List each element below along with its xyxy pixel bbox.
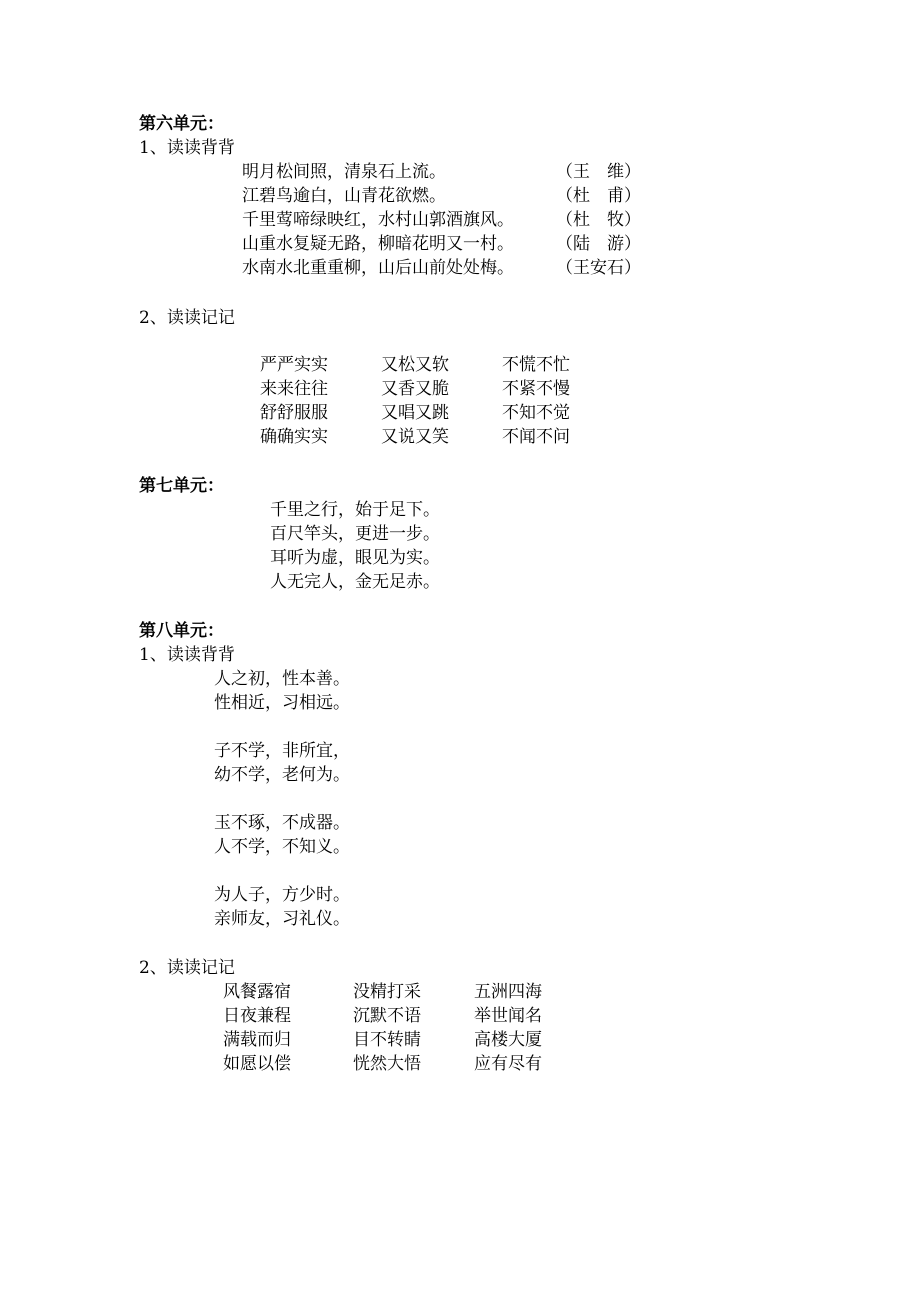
- word-item: 舒舒服服: [260, 403, 328, 423]
- unit7-heading: 第七单元：: [139, 476, 224, 496]
- unit6-section1-title: 1、读读背背: [139, 138, 235, 158]
- poem-line: 山重水复疑无路，柳暗花明又一村。: [242, 234, 514, 254]
- word-item: 五洲四海: [474, 982, 542, 1002]
- word-item: 又唱又跳: [381, 403, 449, 423]
- word-item: 又说又笑: [381, 427, 449, 447]
- poem-author: （王 维）: [556, 162, 641, 182]
- poem-line: 江碧鸟逾白，山青花欲燃。: [242, 186, 446, 206]
- word-item: 日夜兼程: [223, 1006, 291, 1026]
- word-item: 不紧不慢: [502, 379, 570, 399]
- unit8-section2-title: 2、读读记记: [139, 958, 235, 978]
- poem-line: 明月松间照，清泉石上流。: [242, 162, 446, 182]
- verse-line: 玉不琢，不成器。: [214, 813, 350, 833]
- word-item: 目不转睛: [353, 1030, 421, 1050]
- saying-line: 人无完人，金无足赤。: [270, 572, 440, 592]
- word-item: 满载而归: [223, 1030, 291, 1050]
- word-item: 沉默不语: [353, 1006, 421, 1026]
- word-item: 如愿以偿: [223, 1054, 291, 1074]
- verse-line: 性相近，习相远。: [214, 693, 350, 713]
- saying-line: 千里之行，始于足下。: [270, 500, 440, 520]
- poem-author: （陆 游）: [556, 234, 641, 254]
- word-item: 不知不觉: [502, 403, 570, 423]
- verse-line: 人之初，性本善。: [214, 669, 350, 689]
- poem-author: （杜 甫）: [556, 186, 641, 206]
- unit6-section2-title: 2、读读记记: [139, 308, 235, 328]
- word-item: 确确实实: [260, 427, 328, 447]
- verse-line: 亲师友，习礼仪。: [214, 909, 350, 929]
- word-item: 应有尽有: [474, 1054, 542, 1074]
- verse-line: 人不学，不知义。: [214, 837, 350, 857]
- word-item: 风餐露宿: [223, 982, 291, 1002]
- saying-line: 耳听为虚，眼见为实。: [270, 548, 440, 568]
- poem-line: 水南水北重重柳，山后山前处处梅。: [242, 258, 514, 278]
- word-item: 严严实实: [260, 355, 328, 375]
- unit6-heading: 第六单元：: [139, 114, 224, 134]
- word-item: 又香又脆: [381, 379, 449, 399]
- poem-line: 千里莺啼绿映红，水村山郭酒旗风。: [242, 210, 514, 230]
- word-item: 高楼大厦: [474, 1030, 542, 1050]
- verse-line: 幼不学，老何为。: [214, 765, 350, 785]
- word-item: 又松又软: [381, 355, 449, 375]
- word-item: 不慌不忙: [502, 355, 570, 375]
- poem-author: （杜 牧）: [556, 210, 641, 230]
- word-item: 举世闻名: [474, 1006, 542, 1026]
- verse-line: 子不学，非所宜，: [214, 741, 350, 761]
- unit8-heading: 第八单元：: [139, 621, 224, 641]
- word-item: 恍然大悟: [353, 1054, 421, 1074]
- word-item: 来来往往: [260, 379, 328, 399]
- poem-author: （王安石）: [556, 258, 641, 278]
- word-item: 没精打采: [353, 982, 421, 1002]
- unit8-section1-title: 1、读读背背: [139, 645, 235, 665]
- saying-line: 百尺竿头，更进一步。: [270, 524, 440, 544]
- verse-line: 为人子，方少时。: [214, 885, 350, 905]
- word-item: 不闻不问: [502, 427, 570, 447]
